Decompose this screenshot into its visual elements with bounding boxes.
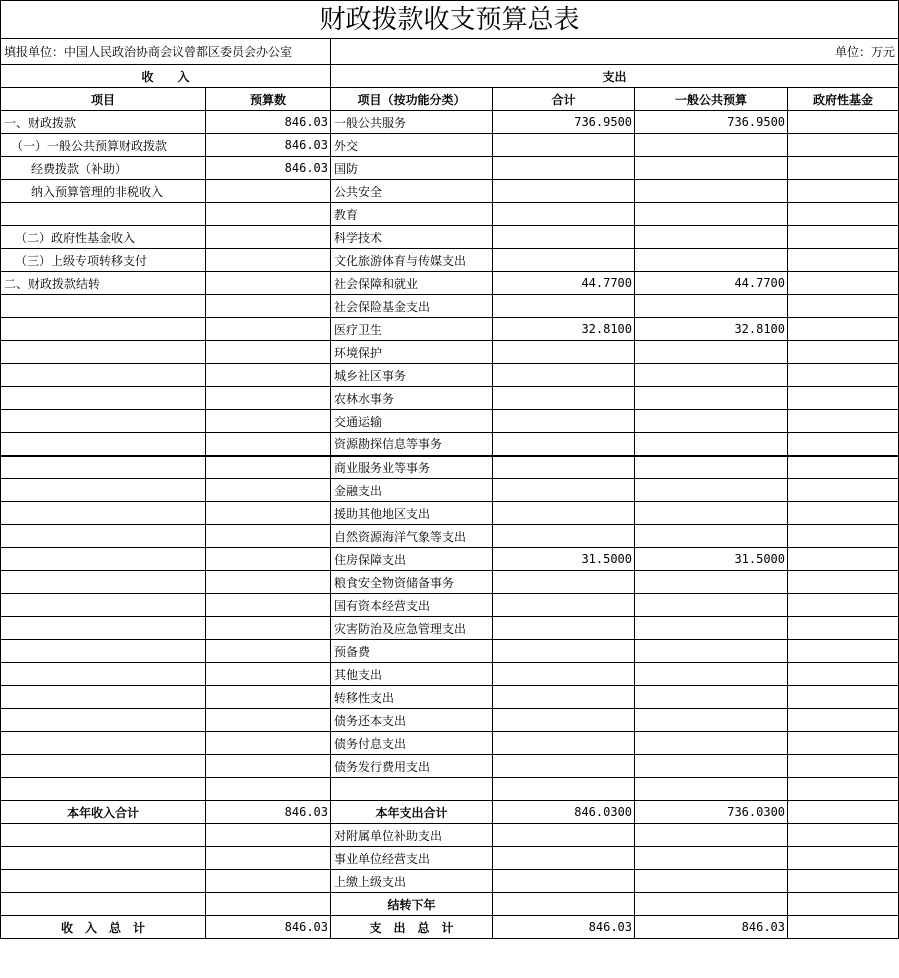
expense-gov-fund	[788, 663, 899, 686]
table-row	[1, 778, 899, 801]
expense-general	[635, 686, 788, 709]
income-item: （二）政府性基金收入	[1, 226, 206, 249]
income-value	[206, 847, 331, 870]
meta-row	[1, 39, 899, 65]
expense-general	[635, 249, 788, 272]
expense-general	[635, 778, 788, 801]
expense-item: 商业服务业等事务	[331, 456, 493, 479]
income-item	[1, 502, 206, 525]
income-item	[1, 548, 206, 571]
table-row	[1, 571, 899, 594]
income-value	[206, 295, 331, 318]
income-header: 收 入	[1, 65, 331, 88]
income-value	[206, 640, 331, 663]
income-item: （一）一般公共预算财政拨款	[1, 134, 206, 157]
expense-total	[493, 870, 635, 893]
income-item: 纳入预算管理的非税收入	[1, 180, 206, 203]
table-row	[1, 410, 899, 433]
expense-total	[493, 663, 635, 686]
table-row	[1, 502, 899, 525]
table-row	[1, 663, 899, 686]
expense-general	[635, 410, 788, 433]
income-item	[1, 778, 206, 801]
expense-total	[493, 157, 635, 180]
expense-general	[635, 433, 788, 456]
table-row	[1, 157, 899, 180]
expense-item: 债务发行费用支出	[331, 755, 493, 778]
expense-gov-fund	[788, 249, 899, 272]
col-item: 项目	[1, 88, 206, 111]
expense-gov-fund	[788, 226, 899, 249]
expense-gov-fund	[788, 410, 899, 433]
income-value	[206, 180, 331, 203]
income-item	[1, 410, 206, 433]
expense-gov-fund	[788, 180, 899, 203]
expense-item: 其他支出	[331, 663, 493, 686]
income-value	[206, 686, 331, 709]
table-row	[1, 548, 899, 571]
expense-general	[635, 709, 788, 732]
expense-total	[493, 640, 635, 663]
expense-total: 32.8100	[493, 318, 635, 341]
expense-item: 债务付息支出	[331, 732, 493, 755]
grand-expense-total-value: 846.03	[493, 916, 635, 939]
expense-total	[493, 686, 635, 709]
expense-total	[493, 594, 635, 617]
expense-general	[635, 732, 788, 755]
year-expense-total-value: 846.0300	[493, 801, 635, 824]
expense-general	[635, 502, 788, 525]
expense-gov-fund	[788, 341, 899, 364]
income-item	[1, 617, 206, 640]
income-item	[1, 893, 206, 916]
income-value	[206, 778, 331, 801]
income-value	[206, 571, 331, 594]
income-value	[206, 410, 331, 433]
expense-item: 灾害防治及应急管理支出	[331, 617, 493, 640]
expense-gov-fund	[788, 847, 899, 870]
expense-gov-fund	[788, 548, 899, 571]
table-row	[1, 433, 899, 456]
expense-total	[493, 456, 635, 479]
expense-total: 31.5000	[493, 548, 635, 571]
income-item	[1, 295, 206, 318]
expense-item: 债务还本支出	[331, 709, 493, 732]
expense-gov-fund	[788, 502, 899, 525]
income-value: 846.03	[206, 111, 331, 134]
income-item	[1, 594, 206, 617]
table-row	[1, 709, 899, 732]
expense-gov-fund	[788, 479, 899, 502]
expense-item: 一般公共服务	[331, 111, 493, 134]
table-row	[1, 525, 899, 548]
expense-general	[635, 525, 788, 548]
grand-total-row	[1, 916, 899, 939]
income-value	[206, 341, 331, 364]
table-row	[1, 640, 899, 663]
expense-item: 上缴上级支出	[331, 870, 493, 893]
expense-general: 736.9500	[635, 111, 788, 134]
income-value	[206, 663, 331, 686]
expense-general: 44.7700	[635, 272, 788, 295]
table-row	[1, 226, 899, 249]
expense-item: 城乡社区事务	[331, 364, 493, 387]
expense-total	[493, 893, 635, 916]
expense-general	[635, 203, 788, 226]
expense-item: 金融支出	[331, 479, 493, 502]
expense-item: 自然资源海洋气象等支出	[331, 525, 493, 548]
col-gov-fund: 政府性基金	[788, 88, 899, 111]
expense-header: 支出	[331, 65, 899, 88]
income-item: 经费拨款（补助）	[1, 157, 206, 180]
expense-total	[493, 433, 635, 456]
expense-general	[635, 893, 788, 916]
income-value	[206, 525, 331, 548]
table-row	[1, 203, 899, 226]
income-value	[206, 732, 331, 755]
filing-unit: 填报单位：中国人民政治协商会议曾都区委员会办公室	[1, 39, 331, 65]
income-value	[206, 893, 331, 916]
expense-item: 粮食安全物资储备事务	[331, 571, 493, 594]
expense-total	[493, 617, 635, 640]
income-value	[206, 272, 331, 295]
expense-general	[635, 755, 788, 778]
income-item	[1, 686, 206, 709]
expense-item: 援助其他地区支出	[331, 502, 493, 525]
expense-general	[635, 479, 788, 502]
expense-total	[493, 295, 635, 318]
table-row	[1, 341, 899, 364]
year-expense-total-label: 本年支出合计	[331, 801, 493, 824]
expense-total	[493, 479, 635, 502]
expense-total	[493, 180, 635, 203]
table-row	[1, 456, 899, 479]
expense-item: 对附属单位补助支出	[331, 824, 493, 847]
expense-total	[493, 502, 635, 525]
income-item	[1, 318, 206, 341]
grand-income-total-value: 846.03	[206, 916, 331, 939]
expense-item: 交通运输	[331, 410, 493, 433]
expense-general: 32.8100	[635, 318, 788, 341]
expense-total	[493, 732, 635, 755]
budget-table	[0, 38, 899, 939]
income-value: 846.03	[206, 134, 331, 157]
expense-item: 公共安全	[331, 180, 493, 203]
expense-general	[635, 594, 788, 617]
expense-gov-fund	[788, 893, 899, 916]
year-total-row	[1, 801, 899, 824]
table-row	[1, 180, 899, 203]
expense-total	[493, 387, 635, 410]
income-value	[206, 548, 331, 571]
income-item	[1, 479, 206, 502]
income-item: （三）上级专项转移支付	[1, 249, 206, 272]
grand-expense-total-label: 支 出 总 计	[331, 916, 493, 939]
col-total: 合计	[493, 88, 635, 111]
expense-gov-fund	[788, 456, 899, 479]
expense-gov-fund	[788, 295, 899, 318]
income-value	[206, 502, 331, 525]
income-item	[1, 824, 206, 847]
income-value	[206, 433, 331, 456]
expense-gov-fund	[788, 157, 899, 180]
table-row	[1, 111, 899, 134]
expense-item: 住房保障支出	[331, 548, 493, 571]
year-expense-fund-value	[788, 801, 899, 824]
expense-total	[493, 134, 635, 157]
income-item	[1, 755, 206, 778]
expense-gov-fund	[788, 272, 899, 295]
table-row	[1, 870, 899, 893]
expense-general	[635, 663, 788, 686]
expense-gov-fund	[788, 364, 899, 387]
expense-item: 农林水事务	[331, 387, 493, 410]
expense-gov-fund	[788, 755, 899, 778]
income-item: 二、财政拨款结转	[1, 272, 206, 295]
expense-item: 资源勘探信息等事务	[331, 433, 493, 456]
expense-total: 736.9500	[493, 111, 635, 134]
income-item	[1, 433, 206, 456]
expense-general	[635, 640, 788, 663]
carry-forward-row	[1, 893, 899, 916]
table-row	[1, 134, 899, 157]
expense-general	[635, 824, 788, 847]
expense-total: 44.7700	[493, 272, 635, 295]
income-value	[206, 318, 331, 341]
income-item	[1, 456, 206, 479]
column-header-row	[1, 88, 899, 111]
expense-gov-fund	[788, 433, 899, 456]
expense-general	[635, 387, 788, 410]
col-budget: 预算数	[206, 88, 331, 111]
expense-item	[331, 778, 493, 801]
table-row	[1, 249, 899, 272]
expense-gov-fund	[788, 594, 899, 617]
income-value	[206, 249, 331, 272]
table-row	[1, 732, 899, 755]
income-item	[1, 387, 206, 410]
income-value	[206, 709, 331, 732]
table-row	[1, 295, 899, 318]
grand-expense-general-value: 846.03	[635, 916, 788, 939]
income-item	[1, 732, 206, 755]
expense-general	[635, 134, 788, 157]
income-value	[206, 755, 331, 778]
expense-item: 社会保障和就业	[331, 272, 493, 295]
year-expense-general-value: 736.0300	[635, 801, 788, 824]
expense-total	[493, 203, 635, 226]
expense-item: 事业单位经营支出	[331, 847, 493, 870]
expense-gov-fund	[788, 686, 899, 709]
expense-total	[493, 778, 635, 801]
income-value	[206, 594, 331, 617]
expense-gov-fund	[788, 134, 899, 157]
income-item: 一、财政拨款	[1, 111, 206, 134]
expense-general	[635, 456, 788, 479]
income-item	[1, 640, 206, 663]
expense-item: 国防	[331, 157, 493, 180]
grand-expense-fund-value	[788, 916, 899, 939]
expense-total	[493, 755, 635, 778]
table-row	[1, 755, 899, 778]
income-value: 846.03	[206, 157, 331, 180]
expense-total	[493, 341, 635, 364]
expense-gov-fund	[788, 709, 899, 732]
expense-gov-fund	[788, 732, 899, 755]
expense-item: 转移性支出	[331, 686, 493, 709]
income-item	[1, 663, 206, 686]
income-value	[206, 364, 331, 387]
sheet-title: 财政拨款收支预算总表	[0, 0, 899, 38]
currency-unit: 单位：万元	[331, 39, 899, 65]
expense-item: 文化旅游体育与传媒支出	[331, 249, 493, 272]
expense-total	[493, 824, 635, 847]
expense-total	[493, 410, 635, 433]
year-income-total-label: 本年收入合计	[1, 801, 206, 824]
expense-gov-fund	[788, 318, 899, 341]
expense-total	[493, 226, 635, 249]
col-func-item: 项目（按功能分类）	[331, 88, 493, 111]
expense-total	[493, 847, 635, 870]
expense-general	[635, 870, 788, 893]
carry-forward-label: 结转下年	[331, 893, 493, 916]
expense-general: 31.5000	[635, 548, 788, 571]
income-value	[206, 456, 331, 479]
expense-item: 外交	[331, 134, 493, 157]
expense-gov-fund	[788, 617, 899, 640]
table-row	[1, 387, 899, 410]
table-row	[1, 617, 899, 640]
expense-gov-fund	[788, 640, 899, 663]
income-value	[206, 203, 331, 226]
expense-general	[635, 157, 788, 180]
income-item	[1, 341, 206, 364]
col-general: 一般公共预算	[635, 88, 788, 111]
expense-item: 医疗卫生	[331, 318, 493, 341]
table-row	[1, 318, 899, 341]
expense-gov-fund	[788, 778, 899, 801]
table-row	[1, 847, 899, 870]
expense-general	[635, 226, 788, 249]
income-item	[1, 364, 206, 387]
income-value	[206, 479, 331, 502]
income-item	[1, 847, 206, 870]
expense-general	[635, 617, 788, 640]
income-item	[1, 525, 206, 548]
income-item	[1, 203, 206, 226]
expense-total	[493, 709, 635, 732]
expense-gov-fund	[788, 870, 899, 893]
table-row	[1, 686, 899, 709]
expense-gov-fund	[788, 111, 899, 134]
expense-total	[493, 364, 635, 387]
income-item	[1, 709, 206, 732]
expense-general	[635, 341, 788, 364]
expense-item: 科学技术	[331, 226, 493, 249]
expense-gov-fund	[788, 824, 899, 847]
income-value	[206, 387, 331, 410]
expense-item: 社会保险基金支出	[331, 295, 493, 318]
expense-total	[493, 571, 635, 594]
expense-general	[635, 364, 788, 387]
expense-gov-fund	[788, 203, 899, 226]
section-header-row	[1, 65, 899, 88]
table-row	[1, 824, 899, 847]
expense-gov-fund	[788, 571, 899, 594]
expense-general	[635, 180, 788, 203]
expense-general	[635, 571, 788, 594]
expense-gov-fund	[788, 387, 899, 410]
income-item	[1, 571, 206, 594]
expense-total	[493, 249, 635, 272]
grand-income-total-label: 收 入 总 计	[1, 916, 206, 939]
expense-total	[493, 525, 635, 548]
year-income-total-value: 846.03	[206, 801, 331, 824]
expense-item: 预备费	[331, 640, 493, 663]
expense-item: 教育	[331, 203, 493, 226]
table-row	[1, 272, 899, 295]
expense-item: 环境保护	[331, 341, 493, 364]
expense-general	[635, 295, 788, 318]
income-value	[206, 870, 331, 893]
table-row	[1, 594, 899, 617]
expense-item: 国有资本经营支出	[331, 594, 493, 617]
income-value	[206, 824, 331, 847]
expense-general	[635, 847, 788, 870]
income-item	[1, 870, 206, 893]
income-value	[206, 226, 331, 249]
income-value	[206, 617, 331, 640]
table-row	[1, 364, 899, 387]
table-row	[1, 479, 899, 502]
expense-gov-fund	[788, 525, 899, 548]
